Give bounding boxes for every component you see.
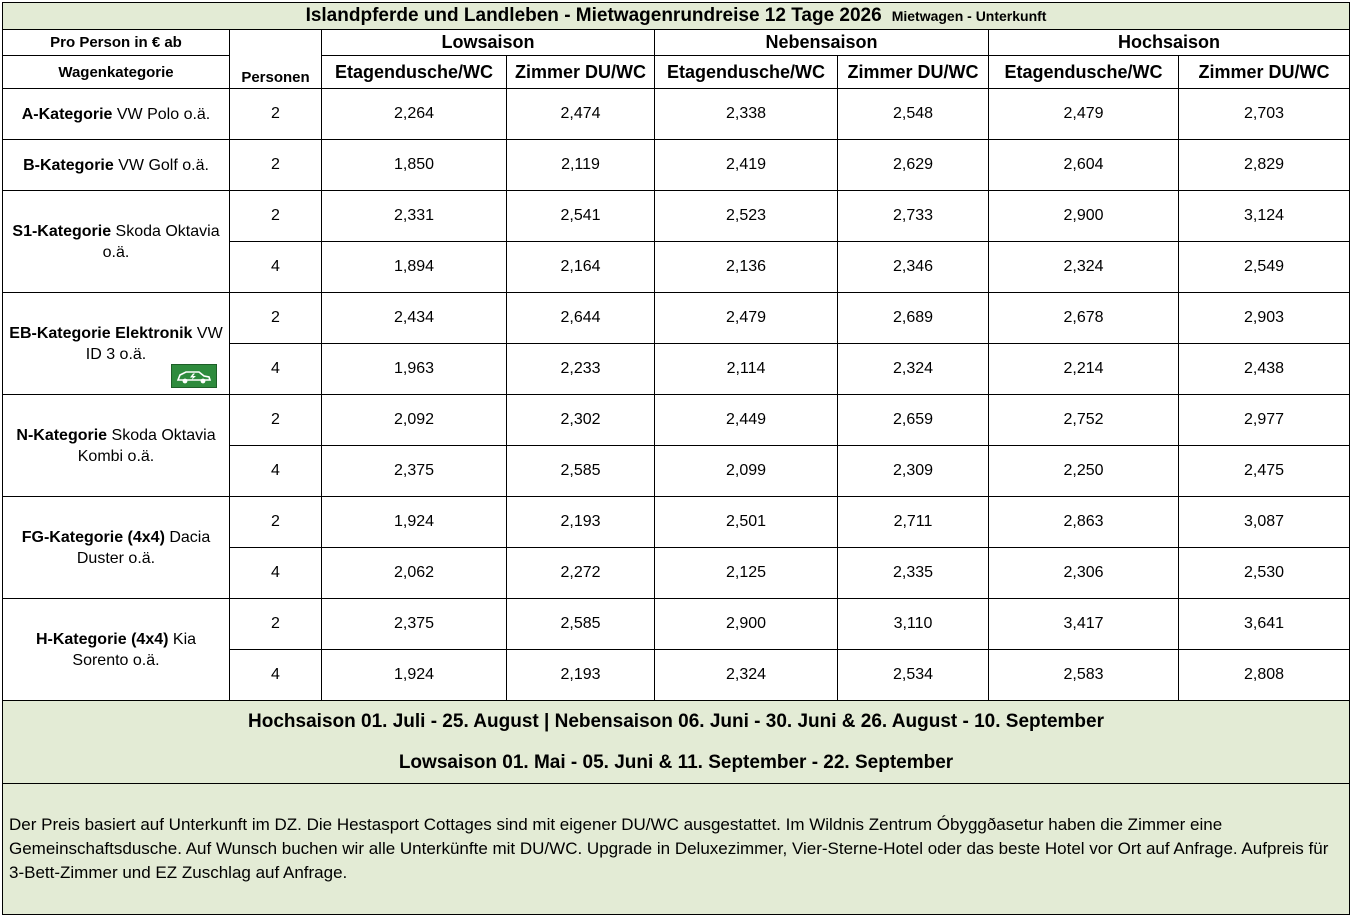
price-cell: 2,678 bbox=[989, 293, 1179, 344]
price-label: Pro Person in € ab bbox=[3, 30, 230, 56]
persons-header: Personen bbox=[230, 30, 322, 89]
price-cell: 2,541 bbox=[507, 191, 655, 242]
room-type-header: Etagendusche/WC bbox=[655, 56, 838, 89]
price-cell: 2,306 bbox=[989, 548, 1179, 599]
price-cell: 2,549 bbox=[1179, 242, 1350, 293]
price-cell: 2,523 bbox=[655, 191, 838, 242]
price-cell: 2,900 bbox=[655, 599, 838, 650]
persons-cell: 4 bbox=[230, 446, 322, 497]
price-cell: 2,324 bbox=[655, 650, 838, 701]
price-cell: 2,164 bbox=[507, 242, 655, 293]
price-cell: 2,264 bbox=[322, 89, 507, 140]
page-title: Islandpferde und Landleben - Mietwagenrundreise 12 Tage 2026 bbox=[305, 5, 882, 26]
price-cell: 2,449 bbox=[655, 395, 838, 446]
price-cell: 2,629 bbox=[838, 140, 989, 191]
price-cell: 2,346 bbox=[838, 242, 989, 293]
room-type-header: Zimmer DU/WC bbox=[838, 56, 989, 89]
price-cell: 2,125 bbox=[655, 548, 838, 599]
category-cell bbox=[3, 293, 230, 395]
price-cell: 2,689 bbox=[838, 293, 989, 344]
room-type-header: Zimmer DU/WC bbox=[507, 56, 655, 89]
category-model: VW Golf o.ä. bbox=[118, 156, 209, 174]
price-cell: 2,324 bbox=[838, 344, 989, 395]
price-cell: 2,659 bbox=[838, 395, 989, 446]
category-name: S1-Kategorie bbox=[12, 222, 112, 240]
category-cell bbox=[3, 191, 230, 293]
table-row bbox=[3, 89, 1350, 140]
table-row bbox=[3, 497, 1350, 548]
price-cell: 2,250 bbox=[989, 446, 1179, 497]
price-cell: 2,733 bbox=[838, 191, 989, 242]
price-cell: 2,900 bbox=[989, 191, 1179, 242]
category-name: A-Kategorie bbox=[21, 105, 113, 123]
category-model: VW ID 3 o.ä. bbox=[85, 324, 223, 363]
category-name: FG-Kategorie (4x4) bbox=[21, 528, 165, 546]
persons-cell: 2 bbox=[230, 599, 322, 650]
season-dates-line-2: Lowsaison 01. Mai - 05. Juni & 11. September - 22. September bbox=[398, 752, 954, 773]
price-cell: 2,233 bbox=[507, 344, 655, 395]
price-cell: 2,331 bbox=[322, 191, 507, 242]
persons-cell: 4 bbox=[230, 548, 322, 599]
season-header-high: Hochsaison bbox=[989, 30, 1350, 56]
persons-cell: 2 bbox=[230, 191, 322, 242]
price-cell: 2,136 bbox=[655, 242, 838, 293]
table-row bbox=[3, 395, 1350, 446]
price-cell: 2,479 bbox=[989, 89, 1179, 140]
category-name: B-Kategorie bbox=[23, 156, 114, 174]
price-cell: 2,977 bbox=[1179, 395, 1350, 446]
price-cell: 3,110 bbox=[838, 599, 989, 650]
category-name: N-Kategorie bbox=[16, 426, 108, 444]
price-cell: 2,530 bbox=[1179, 548, 1350, 599]
price-cell: 2,752 bbox=[989, 395, 1179, 446]
price-cell: 1,924 bbox=[322, 650, 507, 701]
price-sheet bbox=[2, 2, 1349, 915]
price-table bbox=[2, 2, 1350, 915]
price-cell: 2,324 bbox=[989, 242, 1179, 293]
price-cell: 2,338 bbox=[655, 89, 838, 140]
price-cell: 2,829 bbox=[1179, 140, 1350, 191]
price-cell: 2,583 bbox=[989, 650, 1179, 701]
price-cell: 1,850 bbox=[322, 140, 507, 191]
price-cell: 2,335 bbox=[838, 548, 989, 599]
price-cell: 2,302 bbox=[507, 395, 655, 446]
price-cell: 1,894 bbox=[322, 242, 507, 293]
price-cell: 2,214 bbox=[989, 344, 1179, 395]
category-name: EB-Kategorie Elektronik bbox=[9, 324, 193, 342]
price-cell: 3,641 bbox=[1179, 599, 1350, 650]
room-type-header: Etagendusche/WC bbox=[989, 56, 1179, 89]
price-cell: 2,099 bbox=[655, 446, 838, 497]
season-header-mid: Nebensaison bbox=[655, 30, 989, 56]
notes-text: Der Preis basiert auf Unterkunft im DZ. Die Hestasport Cottages sind mit eigener DU/WC ausgestattet. Im Wildnis Zentrum Óbyggðasetur haben die Zimmer eine Gemeinschaftsdusche. Auf Wunsch buchen wir alle Unterkünfte mit DU/WC. Upgrade in Deluxezimmer, Vier-Sterne-Hotel oder das beste Hotel vor Ort auf Anfrage. Aufpreis für 3-Bett-Zimmer und EZ Zuschlag auf Anfrage. bbox=[3, 784, 1350, 915]
category-cell bbox=[3, 395, 230, 497]
price-cell: 1,963 bbox=[322, 344, 507, 395]
persons-cell: 2 bbox=[230, 140, 322, 191]
price-cell: 2,863 bbox=[989, 497, 1179, 548]
category-model: Kia Sorento o.ä. bbox=[72, 630, 197, 669]
category-model: Skoda Oktavia Kombi o.ä. bbox=[77, 426, 216, 465]
price-cell: 2,703 bbox=[1179, 89, 1350, 140]
price-cell: 2,479 bbox=[655, 293, 838, 344]
table-row bbox=[3, 191, 1350, 242]
price-cell: 2,903 bbox=[1179, 293, 1350, 344]
price-cell: 2,474 bbox=[507, 89, 655, 140]
season-dates-line-1: Hochsaison 01. Juli - 25. August | Nebensaison 06. Juni - 30. Juni & 26. August - 10. September bbox=[248, 711, 1104, 732]
price-cell: 3,087 bbox=[1179, 497, 1350, 548]
price-cell: 2,193 bbox=[507, 497, 655, 548]
category-cell bbox=[3, 140, 230, 191]
table-row bbox=[3, 599, 1350, 650]
title-row bbox=[3, 3, 1350, 30]
category-cell bbox=[3, 599, 230, 701]
price-cell: 2,119 bbox=[507, 140, 655, 191]
category-cell bbox=[3, 497, 230, 599]
price-cell: 2,644 bbox=[507, 293, 655, 344]
title-cell bbox=[3, 3, 1350, 30]
table-row bbox=[3, 140, 1350, 191]
price-cell: 2,711 bbox=[838, 497, 989, 548]
price-cell: 2,375 bbox=[322, 599, 507, 650]
persons-cell: 2 bbox=[230, 395, 322, 446]
price-cell: 2,092 bbox=[322, 395, 507, 446]
season-dates-row bbox=[3, 701, 1350, 784]
price-cell: 2,585 bbox=[507, 599, 655, 650]
table-row bbox=[3, 293, 1350, 344]
electric-car-icon bbox=[171, 364, 217, 388]
price-cell: 2,548 bbox=[838, 89, 989, 140]
price-cell: 3,124 bbox=[1179, 191, 1350, 242]
price-cell: 2,585 bbox=[507, 446, 655, 497]
persons-cell: 2 bbox=[230, 89, 322, 140]
price-cell: 2,062 bbox=[322, 548, 507, 599]
price-cell: 2,272 bbox=[507, 548, 655, 599]
persons-cell: 4 bbox=[230, 344, 322, 395]
price-cell: 2,501 bbox=[655, 497, 838, 548]
category-model: Skoda Oktavia o.ä. bbox=[102, 222, 220, 261]
persons-cell: 2 bbox=[230, 497, 322, 548]
category-header: Wagenkategorie bbox=[3, 56, 230, 89]
category-model: Dacia Duster o.ä. bbox=[76, 528, 211, 567]
notes-row bbox=[3, 784, 1350, 915]
header-row-seasons bbox=[3, 30, 1350, 56]
price-cell: 2,475 bbox=[1179, 446, 1350, 497]
season-dates-cell bbox=[3, 701, 1350, 784]
persons-cell: 4 bbox=[230, 242, 322, 293]
price-cell: 2,434 bbox=[322, 293, 507, 344]
persons-cell: 2 bbox=[230, 293, 322, 344]
price-cell: 2,419 bbox=[655, 140, 838, 191]
room-type-header: Zimmer DU/WC bbox=[1179, 56, 1350, 89]
header-row-rooms bbox=[3, 56, 1350, 89]
price-cell: 2,193 bbox=[507, 650, 655, 701]
room-type-header: Etagendusche/WC bbox=[322, 56, 507, 89]
price-cell: 2,375 bbox=[322, 446, 507, 497]
price-cell: 2,604 bbox=[989, 140, 1179, 191]
season-header-low: Lowsaison bbox=[322, 30, 655, 56]
price-cell: 2,309 bbox=[838, 446, 989, 497]
price-cell: 2,534 bbox=[838, 650, 989, 701]
category-name: H-Kategorie (4x4) bbox=[35, 630, 169, 648]
price-cell: 2,438 bbox=[1179, 344, 1350, 395]
page-subtitle: Mietwagen - Unterkunft bbox=[891, 8, 1047, 24]
price-cell: 3,417 bbox=[989, 599, 1179, 650]
persons-cell: 4 bbox=[230, 650, 322, 701]
price-cell: 2,808 bbox=[1179, 650, 1350, 701]
price-cell: 2,114 bbox=[655, 344, 838, 395]
category-model: VW Polo o.ä. bbox=[116, 105, 211, 123]
category-cell bbox=[3, 89, 230, 140]
price-cell: 1,924 bbox=[322, 497, 507, 548]
